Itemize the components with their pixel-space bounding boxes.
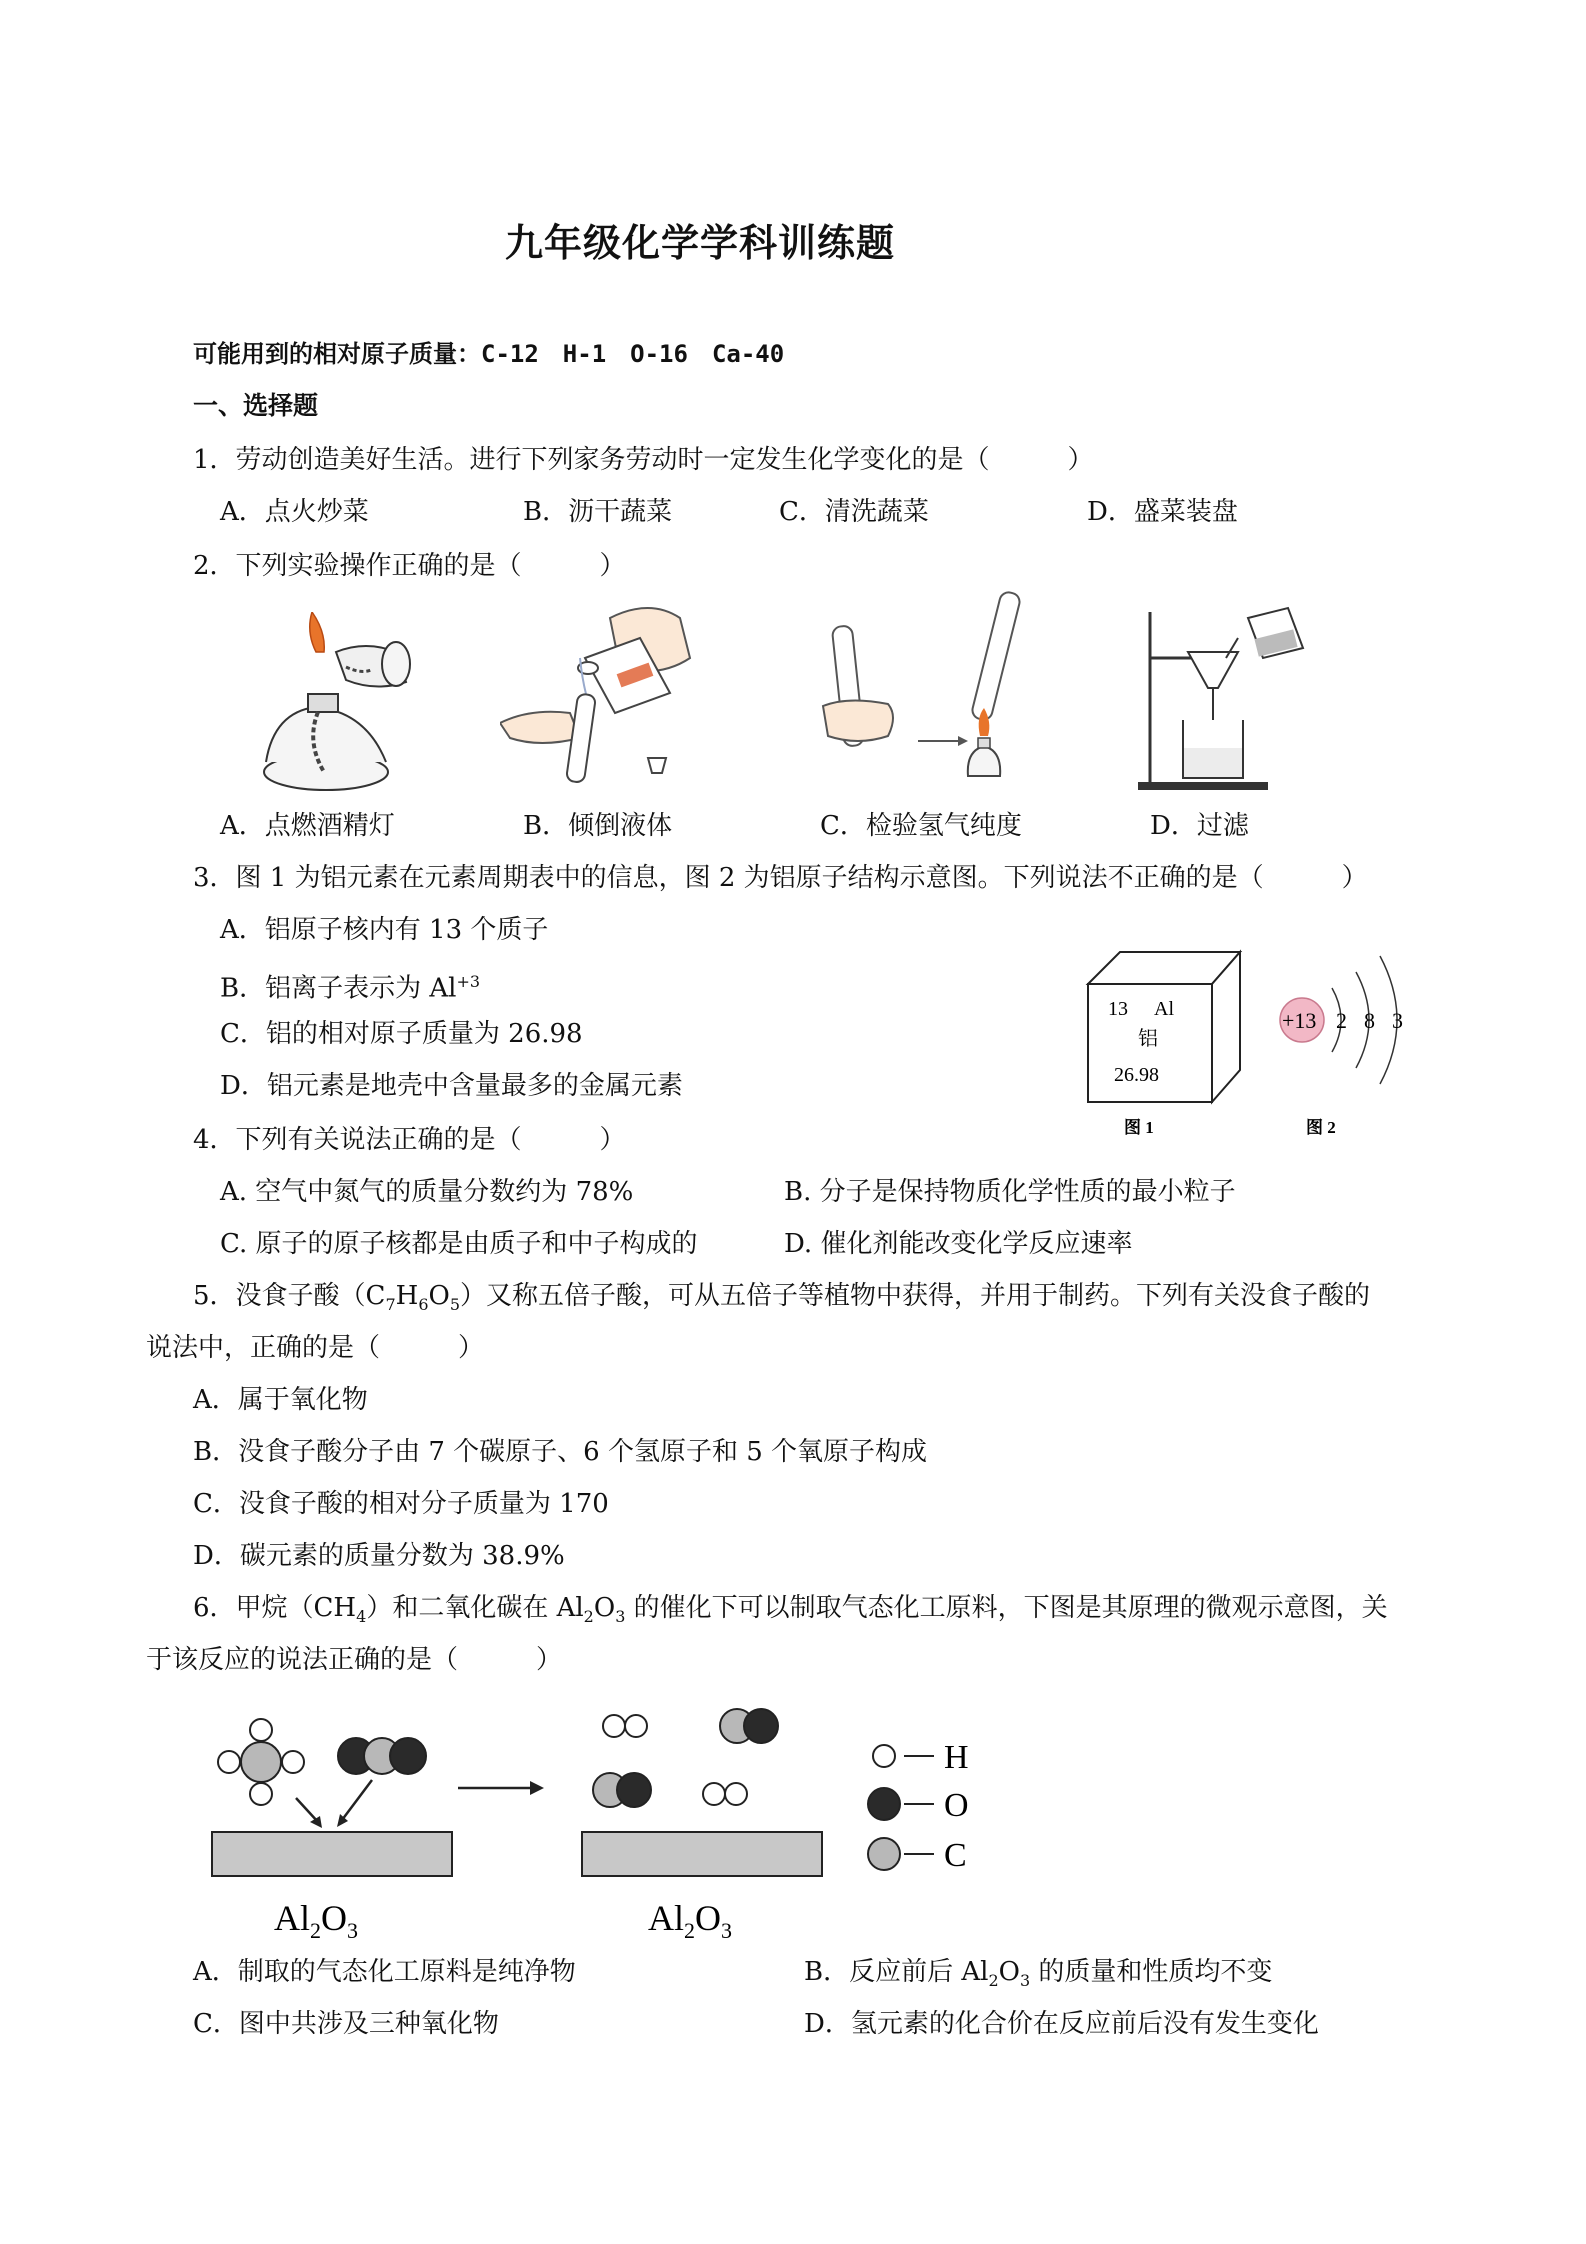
catalyst-slab-left — [212, 1832, 452, 1876]
q1-stem: 1．劳动创造美好生活。进行下列家务劳动时一定发生化学变化的是（ ） — [193, 445, 1094, 475]
q3-option-b-sup: +3 — [456, 972, 481, 991]
q6-stem-pre: 6．甲烷（CH — [193, 1593, 357, 1623]
q2-stem: 2．下列实验操作正确的是（ ） — [193, 551, 626, 581]
methane-h-atom — [250, 1719, 272, 1741]
q2-option-b[interactable]: B．倾倒液体 — [523, 811, 673, 841]
periodic-cube-figure — [1080, 944, 1260, 1144]
shell-2-electrons: 8 — [1364, 1008, 1375, 1033]
q5-option-d[interactable]: D．碳元素的质量分数为 38.9% — [193, 1541, 565, 1571]
co2-o-atom — [390, 1738, 426, 1774]
nucleus-charge: +13 — [1282, 1008, 1317, 1033]
q4-option-b[interactable]: B. 分子是保持物质化学性质的最小粒子 — [784, 1177, 1236, 1207]
hydrogen-purity-illustration — [818, 586, 1050, 796]
q5-stem-line2: 说法中，正确的是（ ） — [146, 1333, 485, 1363]
legend-o-label: O — [944, 1787, 969, 1824]
page-title: 九年级化学学科训练题 — [505, 221, 896, 265]
q6-option-a[interactable]: A．制取的气态化工原料是纯净物 — [193, 1957, 576, 1987]
q6-option-c[interactable]: C．图中共涉及三种氧化物 — [193, 2009, 499, 2039]
q4-option-d[interactable]: D. 催化剂能改变化学反应速率 — [784, 1229, 1133, 1259]
legend-c-label: C — [944, 1837, 967, 1874]
q6-option-b[interactable] — [804, 1954, 1272, 1999]
q5-option-b[interactable]: B．没食子酸分子由 7 个碳原子、6 个氢原子和 5 个氧原子构成 — [193, 1437, 928, 1467]
q6-option-b-post: 的质量和性质均不变 — [1030, 1957, 1273, 1987]
q1-option-c[interactable]: C．清洗蔬菜 — [779, 497, 929, 527]
q6-stem-line1 — [193, 1590, 1388, 1635]
legend-c-dot — [868, 1838, 900, 1870]
methane-h-atom — [218, 1751, 240, 1773]
q1-option-a[interactable]: A．点火炒菜 — [220, 497, 369, 527]
q1-option-b[interactable]: B．沥干蔬菜 — [523, 497, 673, 527]
catalyst-label-left: $Al_2O_3$ — [274, 1898, 358, 1943]
co-o-atom — [617, 1773, 651, 1807]
q6-option-b-mid: O — [998, 1957, 1020, 1987]
methane-carbon-atom — [241, 1742, 281, 1782]
h2-atom — [625, 1715, 647, 1737]
q6-sub-1: 4 — [356, 1607, 367, 1627]
q2-option-c[interactable]: C．检验氢气纯度 — [820, 811, 1022, 841]
q5-stem-pre: 5．没食子酸（C — [193, 1281, 386, 1311]
shell-1-electrons: 2 — [1336, 1008, 1347, 1033]
atomic-mass-values: C-12 H-1 O-16 Ca-40 — [481, 340, 785, 368]
q4-stem: 4．下列有关说法正确的是（ ） — [193, 1125, 626, 1155]
q6-sub-2: 2 — [583, 1607, 594, 1627]
q3-option-b-text: B．铝离子表示为 Al — [220, 973, 457, 1004]
figure1-caption: 图 1 — [1124, 1118, 1154, 1137]
q6-option-b-sub1: 2 — [988, 1971, 999, 1991]
q3-option-c[interactable]: C．铝的相对原子质量为 26.98 — [220, 1019, 583, 1049]
legend-h-dot — [873, 1745, 895, 1767]
q5-option-c[interactable]: C．没食子酸的相对分子质量为 170 — [193, 1489, 609, 1519]
legend-o-dot — [868, 1788, 900, 1820]
legend-h-label: H — [944, 1739, 969, 1776]
q5-stem-m2: O — [428, 1281, 450, 1311]
q6-sub-3: 3 — [615, 1607, 626, 1627]
q6-stem-line2: 于该反应的说法正确的是（ ） — [146, 1645, 563, 1675]
h2-atom — [703, 1783, 725, 1805]
q6-stem-post: 的催化下可以制取气态化工原料，下图是其原理的微观示意图，关 — [625, 1593, 1388, 1623]
methane-h-atom — [250, 1783, 272, 1805]
catalyst-label-right: $Al_2O_3$ — [648, 1898, 732, 1943]
section-heading: 一、选择题 — [193, 391, 319, 420]
q5-option-a[interactable]: A．属于氧化物 — [193, 1385, 368, 1415]
q2-option-a[interactable]: A．点燃酒精灯 — [220, 811, 395, 841]
methane-h-atom — [282, 1751, 304, 1773]
q4-option-a[interactable]: A. 空气中氮气的质量分数约为 78% — [220, 1177, 634, 1207]
atomic-mass-line — [193, 336, 784, 372]
atom-structure-figure — [1272, 938, 1432, 1138]
figure2-caption: 图 2 — [1306, 1118, 1336, 1137]
h2-atom — [725, 1783, 747, 1805]
element-mass: 26.98 — [1114, 1064, 1159, 1086]
q6-stem-m2: O — [593, 1593, 616, 1623]
q3-option-d[interactable]: D．铝元素是地壳中含量最多的金属元素 — [220, 1071, 683, 1101]
atomic-mass-label: 可能用到的相对原子质量： — [193, 340, 481, 368]
q5-sub-3: 5 — [449, 1295, 461, 1315]
q3-option-b[interactable] — [220, 964, 480, 1007]
reaction-micro-diagram — [196, 1694, 1016, 1944]
q5-sub-1: 7 — [385, 1295, 396, 1315]
q6-option-d[interactable]: D．氢元素的化合价在反应前后没有发生变化 — [804, 2009, 1319, 2039]
pouring-liquid-illustration — [500, 598, 710, 798]
q6-option-b-sub2: 3 — [1019, 1971, 1031, 1991]
q2-option-d[interactable]: D．过滤 — [1150, 811, 1249, 841]
q1-option-d[interactable]: D．盛菜装盘 — [1087, 497, 1238, 527]
q5-stem-m1: H — [395, 1281, 419, 1311]
q6-stem-m1: ）和二氧化碳在 Al — [366, 1593, 584, 1623]
q3-option-a[interactable]: A．铝原子核内有 13 个质子 — [220, 915, 549, 945]
q6-option-b-pre: B．反应前后 Al — [804, 1957, 989, 1987]
q5-sub-2: 6 — [418, 1295, 429, 1315]
element-name: 铝 — [1138, 1028, 1158, 1050]
filtration-illustration — [1138, 598, 1318, 794]
q5-stem-post: ）又称五倍子酸，可从五倍子等植物中获得，并用于制药。下列有关没食子酸的 — [460, 1281, 1371, 1311]
q5-stem-line1 — [193, 1278, 1370, 1323]
shell-3-electrons: 3 — [1392, 1008, 1403, 1033]
element-number: 13 — [1108, 998, 1128, 1020]
catalyst-slab-right — [582, 1832, 822, 1876]
q4-option-c[interactable]: C. 原子的原子核都是由质子和中子构成的 — [220, 1229, 698, 1259]
alcohol-lamp-illustration — [246, 612, 436, 797]
co-o-atom — [744, 1709, 778, 1743]
element-symbol: Al — [1154, 998, 1174, 1020]
h2-atom — [603, 1715, 625, 1737]
q3-stem: 3．图 1 为铝元素在元素周期表中的信息，图 2 为铝原子结构示意图。下列说法不正确的是（ ） — [193, 863, 1368, 893]
